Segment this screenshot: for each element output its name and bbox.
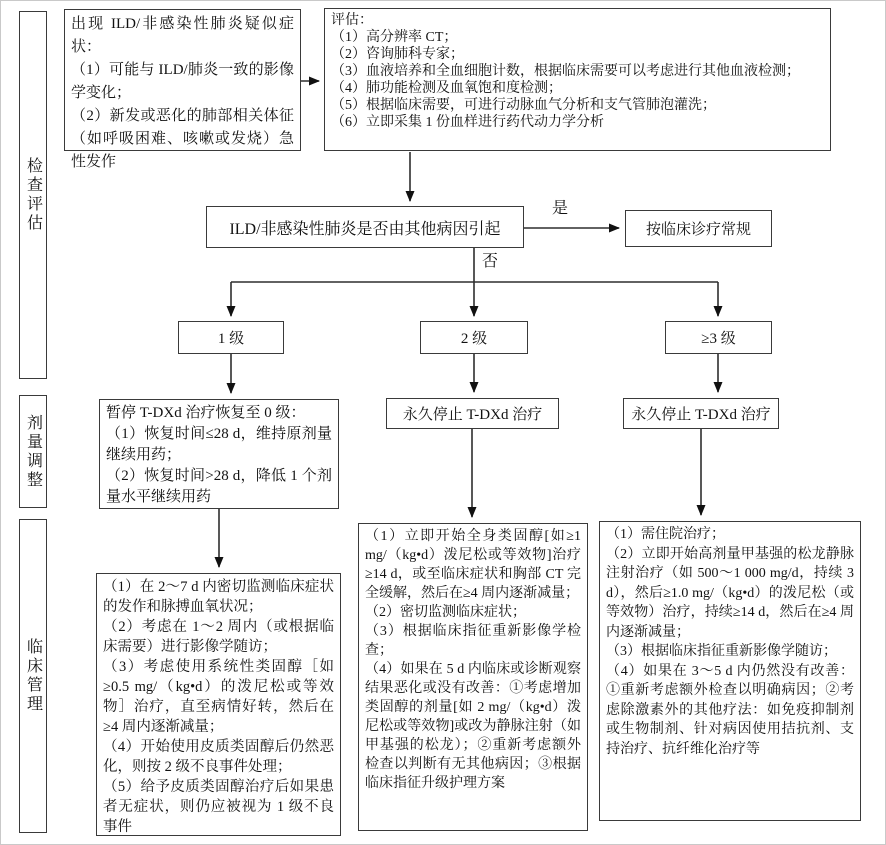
clinical-routine-box: 按临床诊疗常规 [625, 210, 772, 247]
text-line: （2）咨询肺科专家； [331, 47, 464, 62]
text-line: （4）如果在 5 d 内临床或诊断观察结果恶化或没有改善：①考虑增加类固醇的剂量[如 2 mg/（kg•d）泼尼松或等效物]或改为静脉注射（如甲基强的松龙）；②重新考虑额外检查以判断有无其他病因；③根据临床指征升级护理方案 [365, 662, 581, 791]
dose-grade2-stop-box: 永久停止 T-DXd 治疗 [386, 398, 559, 429]
assessment-box [324, 8, 831, 151]
dose-grade3-stop-box: 永久停止 T-DXd 治疗 [623, 398, 779, 429]
management-grade2-box [358, 523, 588, 831]
text-line: （4）如果在 3～5 d 内仍然没有改善：①重新考虑额外检查以明确病因；②考虑除激素外的其他疗法：如免疫抑制剂或生物制剂、针对病因使用拮抗剂、支持治疗、抗纤维化治疗等 [606, 663, 854, 757]
text-line: 暂停 T-DXd 治疗恢复至 0 级： [106, 405, 306, 421]
text-line: （2）恢复时间>28 d，降低 1 个剂量水平继续用药 [106, 468, 332, 505]
no-branch-label: 否 [482, 253, 499, 270]
text-line: （2）考虑在 1～2 周内（或根据临床需要）进行影像学随访； [103, 619, 334, 655]
text-line: （1）恢复时间≤28 d，维持原剂量继续用药； [106, 426, 332, 463]
text-line: （3）考虑使用系统性类固醇［如≥0.5 mg/（kg•d）的泼尼松或等效物］治疗，直至病情好转，然后在≥4 周内逐渐减量； [103, 659, 334, 735]
text-line: （1）可能与 ILD/肺炎一致的影像学变化； [71, 62, 294, 101]
text-line: （2）新发或恶化的肺部相关体征（如呼吸困难、咳嗽或发烧）急性发作 [71, 108, 294, 170]
phase-label-clinical-management: 临床管理 [19, 519, 47, 833]
management-grade3-box [599, 521, 861, 821]
text-line: （1）在 2～7 d 内密切监测临床症状的发作和脉搏血氧状况； [103, 579, 334, 615]
text-line: （4）肺功能检测及血氧饱和度检测； [331, 81, 562, 96]
text-line: 出现 ILD/非感染性肺炎疑似症状： [71, 16, 294, 55]
dose-grade1-suspend-box [99, 399, 339, 509]
text-line: （6）立即采集 1 份血样进行药代动力学分析 [331, 115, 604, 130]
text-line: （1）高分辨率 CT； [331, 30, 458, 45]
suspect-symptoms-box [64, 9, 301, 170]
phase-label-dose-adjustment: 剂量调整 [19, 395, 47, 508]
text-line: （1）立即开始全身类固醇[如≥1 mg/（kg•d）泼尼松或等效物]治疗≥14 d，或至临床症状和胸部 CT 完全缓解，然后在≥4 周内逐渐减量； [365, 529, 581, 601]
text-line: （5）根据临床需要，可进行动脉血气分析和支气管肺泡灌洗； [331, 98, 716, 113]
yes-branch-label: 是 [552, 200, 569, 217]
phase-label-examination-evaluation: 检查评估 [19, 11, 47, 379]
text-line: （3）根据临床指征重新影像学检查； [365, 624, 581, 658]
grade-3-box: ≥3 级 [665, 321, 772, 354]
text-line: （2）密切监测临床症状； [365, 605, 526, 620]
text-line: （3）根据临床指征重新影像学随访； [606, 644, 837, 659]
grade-2-box: 2 级 [420, 321, 528, 354]
management-grade1-box [96, 573, 341, 836]
other-cause-decision-box: ILD/非感染性肺炎是否由其他病因引起 [206, 206, 524, 248]
text-line: （1）需住院治疗； [606, 527, 725, 542]
text-line: （3）血液培养和全血细胞计数，根据临床需要可以考虑进行其他血液检测； [331, 64, 800, 79]
text-line: （5）给予皮质类固醇治疗后如果患者无症状，则仍应被视为 1 级不良事件 [103, 779, 334, 835]
grade-1-box: 1 级 [178, 321, 284, 354]
text-line: 评估： [331, 13, 373, 28]
text-line: （4）开始使用皮质类固醇后仍然恶化，则按 2 级不良事件处理； [103, 739, 334, 775]
text-line: （2）立即开始高剂量甲基强的松龙静脉注射治疗（如 500～1 000 mg/d，持续 3 d），然后≥1.0 mg/（kg•d）的泼尼松（或等效物）治疗，持续≥14 d，然后在≥4 周内逐渐减量； [606, 546, 854, 640]
